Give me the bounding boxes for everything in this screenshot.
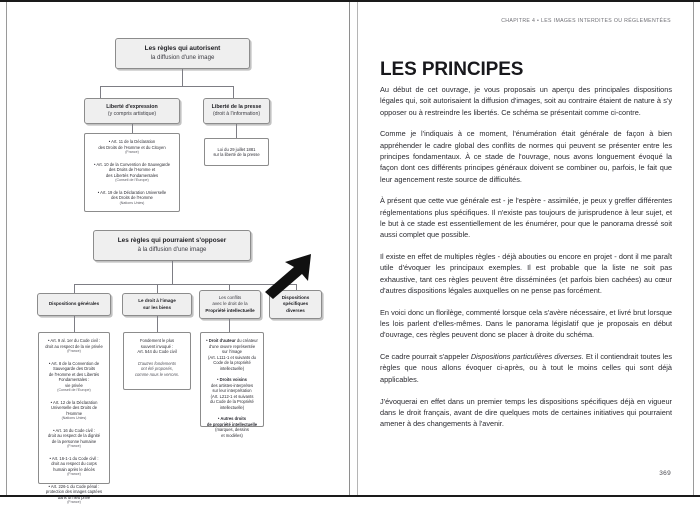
node-liberte-presse-line1: Liberté de la presse [211,104,262,110]
leaf-line: et modèles) [221,432,243,438]
leaf-source: (France) [67,349,81,353]
leaf-line: intellectuelle) [219,365,245,371]
leaf-line: Fondamentales : [58,377,90,382]
paragraph: Comme je l'indiquais à ce moment, l'énumération était générale de façon à bien appréhender le cadre global des conflits de normes qui peuvent se présenter entre les principes fondamentaux. À ce stade de l'ouvrage, nous avons longuement évoqué la façon dont ces différents principes généraux doivent se combiner ou, parfois, le fait que leur agencement reste source de difficultés. [380,129,672,184]
leaf-line: souvent invoqué : [140,343,174,349]
leaf-line: (marques, dessins [215,427,249,432]
connector-to-presse [233,86,234,98]
node-droit-image-biens-label: Le droit à l'image sur les biens [138,298,176,310]
italic-term: Dispositions particulières diverses [470,352,582,362]
leaf-line: droit au respect de la dignité [47,433,101,438]
leaf-line: • Droit d'auteur du créateur [206,338,258,343]
connector-presse-leaf [236,124,237,138]
leaf-source: (Conseil de l'Europe) [57,388,91,392]
leaf-line: dans un lieu privé [57,494,91,500]
connector-generales-leaf [74,316,75,332]
page-edge-right [693,2,694,495]
leaf-source: (France) [67,500,81,504]
right-page [358,2,693,499]
leaf-line: Code de la propriété [213,360,251,365]
leaf-line: • Droits voisins [217,377,247,382]
leaf-block [89,162,175,184]
leaf-line: • Autres droits [217,416,247,421]
leaf-line: des Droits de l'Homme [111,195,153,200]
paragraph: Au début de cet ouvrage, je vous proposais un aperçu des principales dispositions légales qui, soit autorisaient la diffusion d'images, soit au contraire étaient de nature à s'y opposer ou à restreindre les libertés. Ce schéma se présentait comme ci-contre. [380,85,672,117]
leaf-block [89,139,175,156]
leaf-source: (France) [67,472,81,476]
leaf-block [43,456,105,478]
leaf-source: (Nations Unies) [119,200,145,205]
leaf-line: vie privée [65,382,83,388]
node-liberte-presse [203,98,270,124]
leaf-line: • Art. 9 al. 1er du Code civil : [47,338,101,343]
annotation-arrow-icon [261,252,313,300]
node-pi-line3: Propriété intellectuelle [205,307,255,313]
leaf-line: • Art. 11 de la Déclaration [108,139,156,144]
leaf-block [205,338,259,371]
node-liberte-expression-line1: Liberté d'expression [106,104,158,110]
leaf-line: ont été proposés, [141,366,173,371]
node-droit-image-biens [122,293,192,316]
leaf-line: • Art. 10 de la Convention de Sauvegarde [93,161,171,167]
leaf-line: sur l'image [222,349,242,354]
connector-expression-leaf [132,124,133,133]
paragraph-with-italic-term: Ce cadre pourrait s'appeler Dispositions particulières diverses. Et il contiendrait toutes les règles que nous allons évoquer ci-après, ou à tout le moins celles qui sont déjà applicables. [380,352,672,384]
left-page [7,2,349,504]
connector-root-oppose-stem [172,261,173,284]
legal-framework-flowchart [7,2,349,504]
node-dispositions-specifiques-label: Dispositions spécifiques diverses [281,295,310,313]
leaf-line: protection des images captées [45,489,103,494]
leaf-block [205,416,259,438]
node-root-allow [115,38,250,69]
leaf-line: • Art. 226-1 du Code pénal : [48,483,100,489]
leaf-source: (France) [125,150,139,154]
connector-biens-leaf [157,316,158,332]
node-pi-line2: avec le droit de la [212,301,248,307]
leaf-block [43,400,105,422]
node-liberte-presse-line2: (droit à l'information) [212,111,261,117]
leaf-line: droit au respect de la vie privée [45,343,103,349]
leaf-block [205,377,259,410]
leaf-line: Universelle des Droits de l'Homme [50,405,98,416]
connector-root-allow-stem [182,69,183,86]
leaf-line: des Droits de l'Homme et [108,167,156,172]
leaf-line: de l'Homme et des Libertés [48,371,100,377]
running-head: CHAPITRE 4 • LES IMAGES INTERDITES OU RÉGLEMENTÉES [501,18,671,24]
page-number: 369 [659,470,671,477]
paragraph: Il existe en effet de multiples règles - déjà abouties ou encore en projet - dont il me paraît utile d'évoquer les principaux exemples. Il est probable que la liste ne soit pas exhaustive, tant ces règles peuvent être disséminées (et parfois bien cachées) au cœur d'autres dispositions légales auxquelles on ne pense pas forcément. [380,252,672,295]
leaf-propriete-intellectuelle-references [200,332,264,438]
node-dispositions-generales-label: Dispositions générales [48,301,100,307]
node-conflits-propriete-intellectuelle [199,290,261,319]
connector-to-biens [157,284,158,293]
leaf-line: sur la liberté de la presse [213,152,260,157]
leaf-block [128,338,186,355]
node-dispositions-generales [37,293,111,316]
leaf-line: Fondement le plus [139,338,175,343]
node-root-oppose [93,230,251,261]
leaf-line: des artistes-interprètes [210,382,254,388]
leaf-block [128,361,186,378]
leaf-line: sur leur interprétation [212,388,252,393]
connector-to-generales [74,284,75,293]
leaf-line: Sauvegarde des Droits [52,366,96,371]
connector-to-expression [100,86,101,98]
leaf-source: (Nations Unies) [61,416,87,420]
leaf-source: (Conseil de l'Europe) [115,178,149,182]
leaf-line: de propriété intellectuelle [206,421,258,427]
leaf-presse-references [204,138,269,166]
leaf-line: (Art. L111-1 et suivants du [208,354,256,360]
leaf-line: • Art. 8 de la Convention de [48,360,100,366]
leaf-line: humain après le décès [53,466,95,472]
node-root-oppose-line2: à la diffusion d'une image [137,245,207,253]
connector-root-allow-bus [100,86,233,87]
leaf-expression-references [84,133,180,212]
leaf-dispositions-generales-references [38,332,110,504]
leaf-source: (France) [67,444,81,448]
leaf-line: d'une œuvre représentée [208,343,256,349]
leaf-block [43,361,105,394]
leaf-droit-image-biens-references [123,332,191,390]
spine-line-left [349,2,350,495]
leaf-line: Loi du 29 juillet 1881 [217,146,256,152]
body-text-column [380,84,672,440]
node-root-allow-line1: Les règles qui autorisent [144,45,221,53]
node-liberte-expression-line2: (y compris artistique) [107,111,157,117]
leaf-line: • Art. 19 de la Déclaration Universelle [97,189,167,195]
leaf-line: • Art. 16 du Code civil : [53,427,95,433]
paragraph: J'évoquerai en effet dans un premier temps les dispositions spécifiques déjà en vigueur dans le droit français, avant de dire quelques mots de certaines initiatives qui pourraient amener à des changements à l'avenir. [380,396,672,429]
leaf-line: des Droits de l'Homme et du Citoyen [98,144,166,150]
page-title: LES PRINCIPES [380,58,524,80]
paragraph: En voici donc un florilège, commenté lorsque cela s'avère nécessaire, et livré brut lorsque les lois parlent d'elles-mêmes. Dans le panorama législatif que je proposais en début d'ouvrage, ces règles peuvent donc se placer à droite du schéma. [380,307,672,340]
node-liberte-expression [84,98,180,124]
node-root-allow-line2: la diffusion d'une image [150,53,215,61]
node-pi-line1: Les conflits [218,295,242,301]
node-root-oppose-line1: Les règles qui pourraient s'opposer [117,237,227,245]
leaf-line: droit au respect du corps [51,461,97,466]
leaf-block [213,147,259,158]
leaf-line: des Libertés Fondamentales [105,172,159,178]
leaf-line: comme nous le verrons. [134,371,180,377]
connector-pi-leaf [229,319,230,332]
leaf-line: • Art. 16-1-1 du Code civil : [49,455,99,461]
leaf-block [43,484,105,506]
leaf-line: D'autres fondements [137,360,177,366]
leaf-line: • Art. 12 de la Déclaration [50,399,98,405]
leaf-line: Art. 544 du Code civil [137,349,177,354]
leaf-block [43,428,105,450]
leaf-line: intellectuelle) [219,404,245,410]
leaf-line: de la personne humaine [51,438,97,444]
leaf-block [89,190,175,207]
leaf-line: du Code de la Propriété [210,399,254,404]
leaf-line: (Art. L212-1 et suivants [210,393,254,399]
leaf-block [43,338,105,355]
paragraph: À présent que cette vue générale est - je l'espère - assimilée, je peux y greffer différentes réglementations plus spécifiques. Il n'existe pas toujours de jurisprudence à leur sujet, et le but à ce stade est essentiellement de les énumérer, pour que le panorama dressé soit aussi complet que possible. [380,196,672,240]
